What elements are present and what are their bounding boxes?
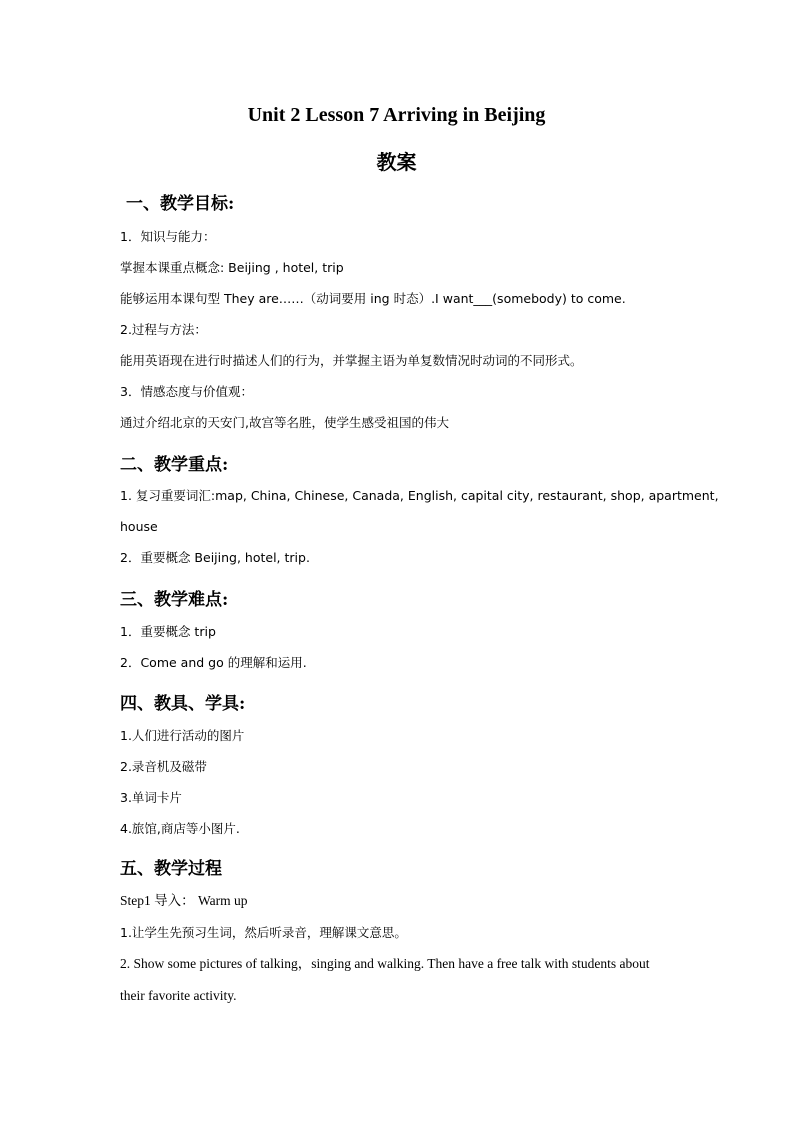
objectives-line-1: 1．知识与能力： <box>120 229 216 244</box>
document-title: Unit 2 Lesson 7 Arriving in Beijing <box>247 104 546 126</box>
materials-line-1: 1.人们进行活动的图片 <box>120 728 245 743</box>
objectives-line-4: 2.过程与方法： <box>120 322 207 337</box>
objectives-line-7: 通过介绍北京的天安门,故宫等名胜，使学生感受祖国的伟大 <box>120 415 449 430</box>
objectives-line-3: 能够运用本课句型 They are……（动词要用 ing 时态）.I want___(somebody) to come. <box>120 291 626 306</box>
difficulties-line-2: 2．Come and go 的理解和运用. <box>120 655 307 670</box>
materials-line-3: 3.单词卡片 <box>120 790 182 805</box>
section-heading-process: 五、教学过程 <box>120 859 222 879</box>
process-line-4: their favorite activity. <box>120 988 237 1003</box>
section-heading-materials: 四、教具、学具: <box>120 694 246 714</box>
section-heading-objectives: 一、教学目标: <box>126 194 235 214</box>
section-heading-difficulties: 三、教学难点: <box>120 590 229 610</box>
objectives-line-2: 掌握本课重点概念: Beijing , hotel, trip <box>120 260 344 275</box>
key-points-line-1: 1. 复习重要词汇:map, China, Chinese, Canada, English, capital city, restaurant, shop, apartment, <box>120 488 719 503</box>
document-subtitle: 教案 <box>376 150 417 174</box>
materials-line-2: 2.录音机及磁带 <box>120 759 207 774</box>
process-line-3: 2. Show some pictures of talking，singing and walking. Then have a free talk with students about <box>120 956 650 971</box>
objectives-line-6: 3．情感态度与价值观： <box>120 384 253 399</box>
materials-line-4: 4.旅馆,商店等小图片. <box>120 821 240 836</box>
section-heading-key-points: 二、教学重点: <box>120 455 229 475</box>
process-line-2: 1.让学生先预习生词，然后听录音，理解课文意思。 <box>120 925 407 940</box>
key-points-line-3: 2．重要概念 Beijing, hotel, trip. <box>120 550 310 565</box>
objectives-line-5: 能用英语现在进行时描述人们的行为，并掌握主语为单复数情况时动词的不同形式。 <box>120 353 583 368</box>
process-line-1: Step1 导入： Warm up <box>120 893 248 908</box>
difficulties-line-1: 1．重要概念 trip <box>120 624 216 639</box>
key-points-line-2: house <box>120 519 158 534</box>
